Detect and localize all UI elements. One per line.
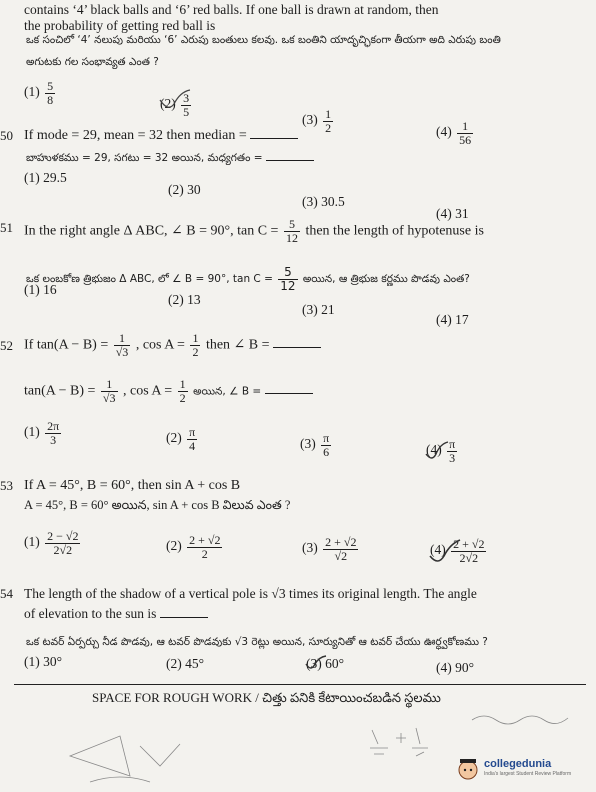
q53-option-1[interactable]: [24, 530, 82, 556]
denominator: 6: [323, 444, 330, 459]
option-number: (1): [24, 534, 40, 550]
answer-blank: [160, 607, 208, 618]
rough-work-label: SPACE FOR ROUGH WORK / చిత్తు పనికి కేటాయించబడిన స్థలము: [92, 690, 441, 705]
numerator: 1: [325, 107, 332, 121]
q53-option-2[interactable]: [166, 534, 224, 560]
numerator: 5: [47, 79, 54, 93]
option-number: (1): [24, 84, 40, 100]
divider: [14, 684, 586, 685]
tick-mark-icon: [304, 654, 328, 672]
q51-te-text-a: ఒక లంబకోణ త్రిభుజం Δ ABC, లో ∠ B = 90°, tan C =: [26, 273, 273, 286]
q51-option-4[interactable]: (4) 17: [436, 312, 469, 327]
numerator: π: [449, 437, 456, 451]
denominator: 3: [449, 450, 456, 465]
logo-name: collegedunia: [484, 758, 552, 770]
option-number: (3): [300, 436, 316, 452]
q51-text-b: then the length of hypotenuse is: [305, 223, 484, 239]
option-number: (3): [302, 540, 318, 556]
denominator: 2: [325, 120, 332, 135]
denominator: 4: [189, 438, 196, 453]
option-number: (4): [430, 542, 446, 558]
denominator: 2: [192, 344, 199, 359]
denominator: √3: [115, 344, 129, 359]
collegedunia-logo: [456, 756, 574, 782]
q51-te1: [26, 266, 470, 292]
q52-number: 52: [0, 338, 13, 353]
q52-option-2[interactable]: [166, 426, 199, 452]
answer-blank: [273, 337, 321, 348]
q50-option-4[interactable]: (4) 31: [436, 206, 469, 221]
q50-te-text: బాహుళకము = 29, సగటు = 32 అయిన, మధ్యగతం =: [26, 152, 263, 164]
q51-option-3[interactable]: (3) 21: [302, 302, 335, 317]
q49-line1: contains ‘4’ black balls and ‘6’ red balls. If one ball is drawn at random, then: [24, 2, 439, 17]
q53-number: 53: [0, 478, 13, 493]
q53-line1: If A = 45°, B = 60°, then sin A + cos B: [24, 478, 241, 493]
q54-option-2[interactable]: (2) 45°: [166, 656, 205, 671]
logo-tagline: India's largest Student Review Platform: [484, 771, 572, 777]
q52-line1: [24, 332, 321, 358]
numerator: 1: [114, 332, 131, 346]
q50-option-1[interactable]: (1) 29.5: [24, 170, 67, 185]
q51-number: 51: [0, 220, 13, 235]
numerator: 2 + √2: [325, 535, 357, 549]
q52-option-1[interactable]: [24, 420, 63, 446]
q54-line2: [24, 606, 208, 622]
q54-text-2: of elevation to the sun is: [24, 606, 157, 621]
q49-option-3[interactable]: [302, 108, 335, 134]
numerator: π: [323, 431, 330, 445]
denominator: 12: [280, 278, 296, 293]
q50-text: If mode = 29, mean = 32 then median =: [24, 128, 247, 143]
denominator: 56: [459, 132, 472, 147]
q53-option-3[interactable]: [302, 536, 360, 562]
tick-mark-icon: [424, 440, 450, 462]
numerator: 1: [101, 378, 118, 392]
graduate-mascot-icon: [456, 756, 480, 780]
q53-te1: A = 45°, B = 60° అయిన, sin A + cos B విలువ ఎంత ?: [24, 498, 291, 512]
option-number: (1): [24, 424, 40, 440]
q52-te-text-a: tan(A − B) =: [24, 383, 96, 399]
option-number: (2): [166, 430, 182, 446]
option-number: (4): [436, 124, 452, 140]
numerator: 1: [457, 120, 473, 134]
option-number: (2): [160, 96, 176, 112]
q51-option-1[interactable]: (1) 16: [24, 282, 57, 297]
q52-text-b: , cos A =: [135, 337, 185, 353]
numerator: 2 + √2: [453, 537, 485, 551]
q51-option-2[interactable]: (2) 13: [168, 292, 201, 307]
denominator: 8: [47, 92, 54, 107]
tick-mark-icon: [158, 88, 192, 114]
q50-te1: [26, 150, 314, 167]
q54-option-3[interactable]: (3) 60°: [306, 656, 345, 671]
q54-line1: The length of the shadow of a vertical pole is √3 times its original length. The angle: [24, 586, 477, 601]
q50-number: 50: [0, 128, 13, 143]
q54-option-1[interactable]: (1) 30°: [24, 654, 63, 669]
q54-number: 54: [0, 586, 13, 601]
q52-text-c: then ∠ B =: [205, 337, 270, 353]
q52-te-text-c: అయిన, ∠ B =: [193, 385, 262, 398]
denominator: √3: [102, 390, 116, 405]
denominator: 5: [183, 104, 190, 119]
denominator: 2√2: [459, 550, 479, 565]
q52-te1: [24, 378, 313, 404]
q51-te-text-b: అయిన, ఆ త్రిభుజ కర్ణము పొడవు ఎంత?: [302, 273, 470, 286]
q49-te1: ఒక సంచిలో ‘4’ నలుపు మరియు ‘6’ ఎరుపు బంతులు కలవు. ఒక బంతిని యాదృచ్ఛికంగా తీయగా అది ఎరుపు బంతి: [26, 34, 501, 46]
rough-work-fraction: [366, 724, 436, 760]
answer-blank: [265, 383, 313, 394]
denominator: 3: [50, 432, 57, 447]
q49-option-4[interactable]: [436, 120, 475, 146]
numerator: 2π: [47, 419, 60, 433]
rough-work-notes: [470, 710, 580, 730]
q49-option-1[interactable]: [24, 80, 57, 106]
q51-line1: [24, 218, 484, 244]
q50-line1: [24, 128, 298, 144]
numerator: 2 − √2: [47, 529, 79, 543]
numerator: 5: [284, 218, 300, 232]
numerator: 2 + √2: [189, 533, 221, 547]
denominator: √2: [334, 548, 348, 563]
answer-blank: [266, 150, 314, 161]
numerator: 1: [179, 377, 186, 391]
q54-te1: ఒక టవర్ ఏర్పర్చు నీడ పొడవు, ఆ టవర్ పొడవుకు √3 రెట్లు అయిన, సూర్యునితో ఆ టవర్ చేయు ఊర్ధ్వకోణము ?: [26, 636, 488, 648]
denominator: 2: [179, 390, 186, 405]
answer-blank: [250, 128, 298, 139]
denominator: 2√2: [53, 542, 73, 557]
numerator: π: [189, 425, 196, 439]
rough-work-sketch: [60, 716, 200, 786]
q49-line2: the probability of getting red ball is: [24, 18, 216, 33]
numerator: 3: [183, 91, 190, 105]
denominator: 2: [201, 546, 208, 561]
numerator: 5: [278, 266, 297, 280]
q52-option-3[interactable]: [300, 432, 333, 458]
numerator: 1: [192, 331, 199, 345]
denominator: 12: [285, 230, 298, 245]
q54-option-4[interactable]: (4) 90°: [436, 660, 475, 675]
option-number: (2): [166, 538, 182, 554]
q50-option-2[interactable]: (2) 30: [168, 182, 201, 197]
q52-text-a: If tan(A − B) =: [24, 337, 109, 353]
q51-text-a: In the right angle Δ ABC, ∠ B = 90°, tan C =: [24, 223, 279, 239]
option-number: (3): [302, 112, 318, 128]
option-number: (4): [426, 442, 442, 458]
q49-te2: అగుటకు గల సంభావ్యత ఎంత ?: [26, 56, 159, 68]
q52-te-text-b: , cos A =: [123, 383, 173, 399]
q50-option-3[interactable]: (3) 30.5: [302, 194, 345, 209]
tick-mark-icon: [428, 538, 462, 566]
